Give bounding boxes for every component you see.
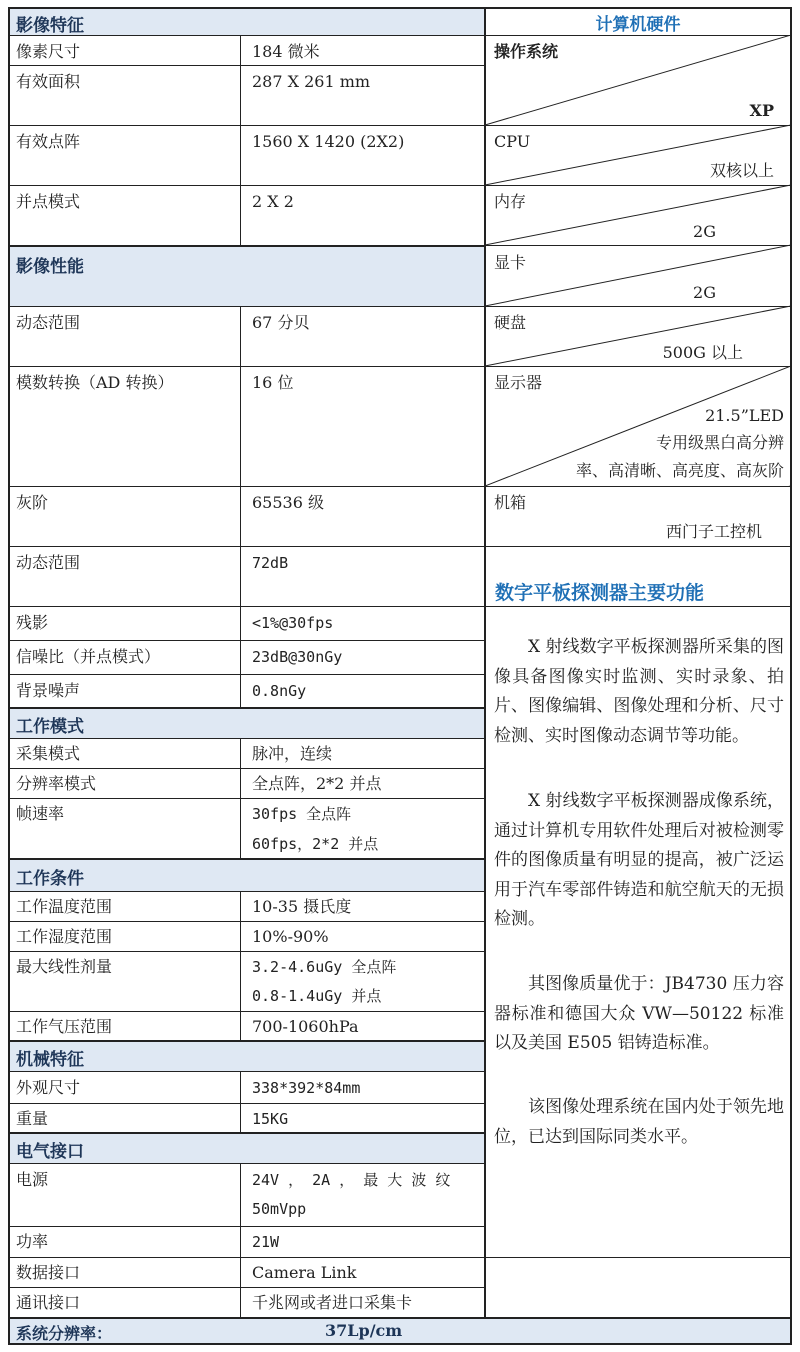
row-value: 0.8nGy	[252, 682, 307, 700]
row-label: 背景噪声	[16, 681, 81, 700]
hw-value-gpu: 2G	[693, 283, 716, 302]
row-label: 外观尺寸	[16, 1078, 81, 1097]
footer-value: 37Lp/cm	[325, 1321, 403, 1340]
hw-value-display-1: 21.5”LED	[705, 406, 784, 425]
section-title: 电气接口	[16, 1142, 84, 1162]
row-label: 像素尺寸	[16, 42, 81, 61]
cell-divider	[240, 1163, 241, 1318]
row-value: 脉冲，连续	[252, 744, 333, 763]
hardware-title: 计算机硬件	[595, 15, 681, 35]
row-label: 重量	[16, 1109, 49, 1128]
row-value: 24V ， 2A ， 最 大 波 纹	[252, 1171, 451, 1189]
row-label: 工作气压范围	[16, 1017, 113, 1036]
paragraph: 该图像处理系统在国内处于领先地位，已达到国际同类水平。	[494, 1097, 784, 1147]
row-label: 工作湿度范围	[16, 927, 113, 946]
row-value: 16 位	[252, 373, 294, 392]
row-value: 15KG	[252, 1110, 289, 1128]
row-value: 67 分贝	[252, 313, 310, 332]
hw-label-os: 操作系统	[494, 42, 559, 61]
row-value: 2 X 2	[252, 192, 294, 211]
row-label: 通讯接口	[16, 1293, 81, 1312]
hw-label-hdd: 硬盘	[494, 313, 527, 332]
row-value: 21W	[252, 1233, 280, 1251]
section-title: 影像性能	[16, 257, 84, 277]
hw-value-chassis: 西门子工控机	[665, 522, 762, 541]
section-title: 工作模式	[16, 717, 84, 737]
hw-label-cpu: CPU	[494, 132, 531, 151]
row-value: Camera Link	[252, 1263, 357, 1282]
row-label: 灰阶	[16, 493, 49, 512]
row-label: 帧速率	[16, 804, 65, 823]
hw-value-cpu: 双核以上	[709, 161, 774, 180]
row-value: <1%@30fps	[252, 614, 334, 632]
row-value: 72dB	[252, 554, 289, 572]
row-value: 30fps 全点阵	[252, 805, 352, 823]
cell-divider	[240, 1071, 241, 1133]
row-value: 65536 级	[252, 493, 324, 512]
section-title: 工作条件	[16, 869, 84, 889]
row-value: 184 微米	[252, 42, 320, 61]
row-value: 3.2-4.6uGy 全点阵	[252, 958, 397, 976]
row-value: 50mVpp	[252, 1200, 307, 1218]
row-label: 残影	[16, 613, 49, 632]
row-value: 23dB@30nGy	[252, 648, 343, 666]
row-label: 采集模式	[16, 744, 81, 763]
hw-value-hdd: 500G 以上	[662, 343, 743, 362]
paragraph: X 射线数字平板探测器成像系统，通过计算机专用软件处理后对被检测零件的图像质量有明显的提高，被广泛运用于汽车零部件铸造和航空航天的无损检测。	[494, 791, 784, 930]
row-value: 287 X 261 mm	[252, 72, 371, 91]
hw-label-chassis: 机箱	[494, 493, 527, 512]
section-title: 机械特征	[16, 1050, 84, 1070]
row-value: 1560 X 1420 (2X2)	[252, 132, 405, 151]
row-value: 全点阵，2*2 并点	[252, 774, 382, 793]
row-value: 700-1060hPa	[252, 1017, 359, 1036]
diagonal-hdd	[485, 306, 791, 366]
cell-divider	[240, 35, 241, 246]
row-label: 电源	[16, 1170, 49, 1189]
footer-label: 系统分辨率：	[16, 1324, 113, 1343]
row-label: 有效面积	[16, 72, 81, 91]
hw-label-display: 显示器	[494, 373, 543, 392]
row-value: 千兆网或者进口采集卡	[252, 1293, 413, 1312]
row-label: 工作温度范围	[16, 897, 113, 916]
section-title: 影像特征	[16, 16, 84, 36]
row-value: 338*392*84mm	[252, 1079, 361, 1097]
functions-title: 数字平板探测器主要功能	[495, 582, 705, 604]
row-label: 最大线性剂量	[16, 957, 113, 976]
row-label: 并点模式	[16, 192, 81, 211]
paragraph: 其图像质量优于：JB4730 压力容器标准和德国大众 VW—50122 标准以及美国 E505 铝铸造标准。	[494, 974, 784, 1054]
row-label: 功率	[16, 1232, 49, 1251]
row-label: 动态范围	[16, 313, 81, 332]
hw-label-ram: 内存	[494, 192, 527, 211]
hw-value-display-3: 率、高清晰、高亮度、高灰阶	[575, 461, 784, 480]
cell-divider	[240, 891, 241, 1041]
paragraph: X 射线数字平板探测器所采集的图像具备图像实时监测、实时录象、拍片、图像编辑、图像处理和分析、尺寸检测、实时图像动态调节等功能。	[494, 637, 784, 746]
row-label: 有效点阵	[16, 132, 81, 151]
hw-value-os: XP	[749, 101, 774, 120]
row-label: 信噪比（并点模式）	[16, 647, 161, 666]
row-value: 10-35 摄氏度	[252, 897, 352, 916]
diagonal-gpu	[485, 245, 791, 306]
hw-label-gpu: 显卡	[494, 253, 527, 272]
row-label: 数据接口	[16, 1263, 81, 1282]
hw-value-display-2: 专用级黑白高分辨	[655, 433, 784, 452]
row-label: 模数转换（AD 转换）	[16, 373, 174, 392]
diagonal-ram	[485, 185, 791, 245]
row-value: 10%-90%	[252, 927, 329, 946]
row-value: 60fps，2*2 并点	[252, 835, 379, 853]
row-label: 分辨率模式	[16, 774, 97, 793]
row-value: 0.8-1.4uGy 并点	[252, 987, 382, 1005]
row-label: 动态范围	[16, 553, 81, 572]
hw-value-ram: 2G	[693, 222, 716, 241]
